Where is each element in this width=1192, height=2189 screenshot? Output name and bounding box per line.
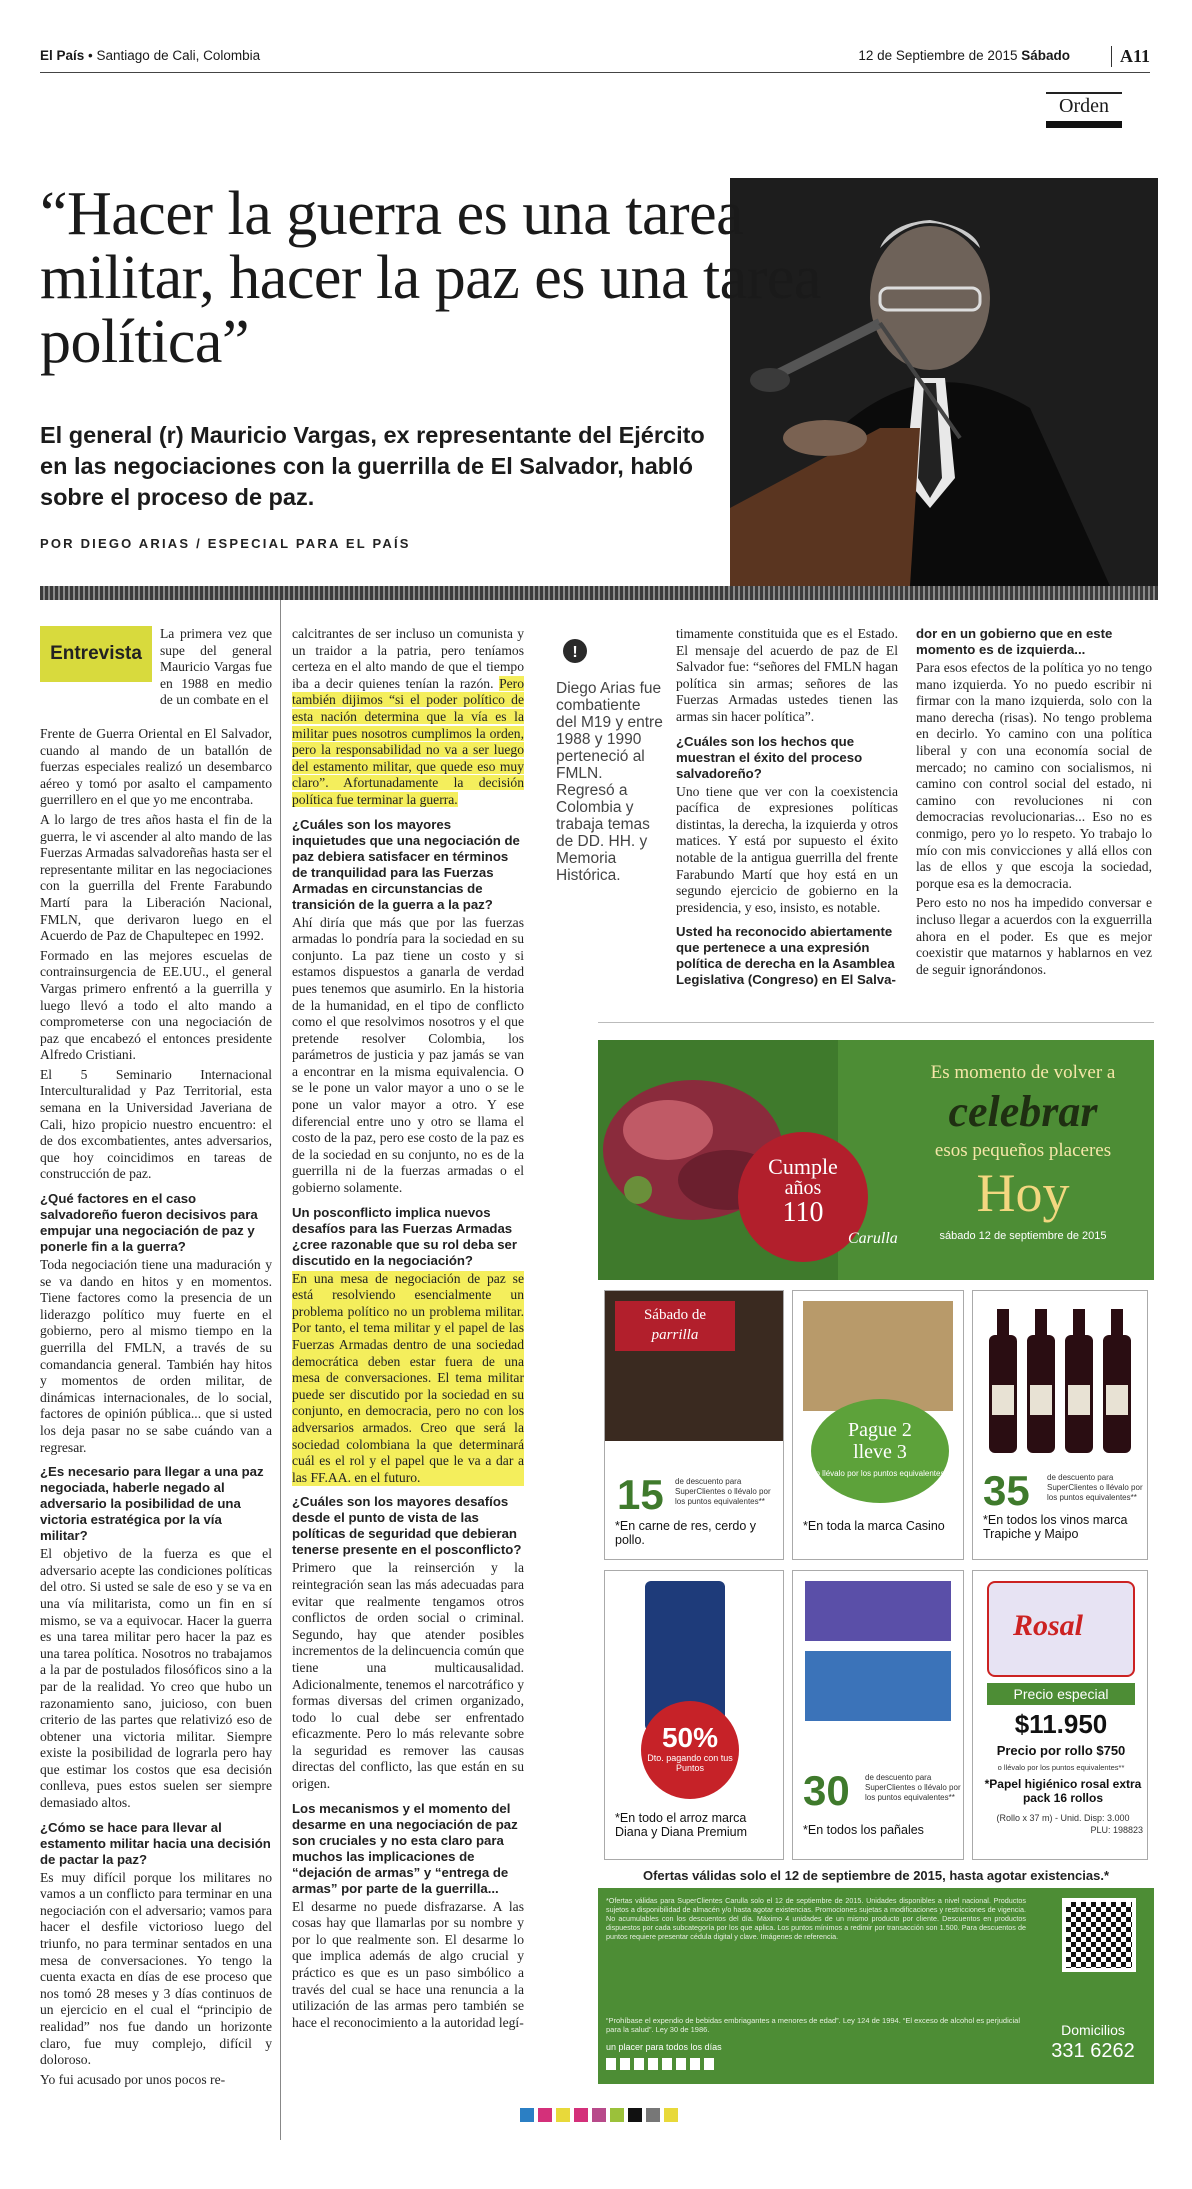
offer-casino[interactable] xyxy=(792,1290,964,1560)
discount-50-badge: 50% Dto. pagando con tus Puntos xyxy=(641,1701,739,1799)
paragraph-2: A lo largo de tres años hasta el fin de la guerra, le vi ascender al alto mando de las Fuerzas Armadas salvadoreñas hasta ser el representante militar en las negociaciones con la guerrilla del Frente Farabundo Martí para la Liberación Nacional, FMLN, que derivaron luego en el Acuerdo de Paz de Chapultepec en 1992. xyxy=(40,811,272,944)
column-3 xyxy=(676,626,898,990)
deck: El general (r) Mauricio Vargas, ex representante del Ejército en las negociaciones con la guerrilla de El Salvador, habló sobre el proceso de paz. xyxy=(40,422,705,510)
question: Usted ha reconocido abiertamente que pertenece a una expresión política de derecha en la Asamblea Legislativa (Congreso) en El Salva- xyxy=(676,924,896,988)
question: ¿Cuáles son los mayores desafíos desde el punto de vista de las políticas de seguridad que debieran tenerse presente en el posconflicto? xyxy=(292,1494,522,1558)
offer-parrilla[interactable] xyxy=(604,1290,784,1560)
price-main: $11.950 xyxy=(1014,1709,1108,1739)
answer: Uno tiene que ver con la coexistencia pacífica de expresiones políticas distintas, la derecha, la izquierda y otros matices. Y está por supuesto el éxito notable de la antigua guerrilla del frente Farabundo Martí que hoy está en un segundo ejercicio de gobierno en la presidencia, y eso, insisto, es notable. xyxy=(676,783,898,915)
answer: Primero que la reinserción y la reintegración sean las más adecuadas para evitar que realmente tengamos otros conflictos de orden social o criminal. Segundo, hay que atender posibles incrementos de la delincuencia común que tiene una multicausalidad. Adicionalmente, tenemos el narcotráfico y formas diversas del crimen organizado, todo lo cual debe ser enfrentado eficazmente. Pero lo más relevante sobre la seguridad es remover las causas directas del conflicto, las que están en su origen. xyxy=(292,1560,524,1792)
delivery-number: 331 6262 xyxy=(1051,2040,1135,2062)
offer-desc: *Papel higiénico rosal extra pack 16 rollos xyxy=(984,1777,1142,1805)
column-1 xyxy=(40,726,272,2091)
rosal-logo: Rosal xyxy=(1013,1609,1084,1642)
store-logo: Carulla xyxy=(848,1230,898,1247)
alcohol-warning: “Prohíbase el expendio de bebidas embriagantes a menores de edad”. Ley 124 de 1994. “El exceso de alcohol es perjudicial para la salud”. Ley 30 de 1986. xyxy=(606,2016,1021,2034)
exclamation-icon xyxy=(560,638,590,672)
answer-continues: Yo fui acusado por unos pocos re- xyxy=(40,2071,226,2087)
question: ¿Cuáles son los hechos que muestran el éxito del proceso salvadoreño? xyxy=(676,733,863,781)
question: ¿Qué factores en el caso salvadoreño fueron decisivos para empujar una negociación de paz y ponerle fin a la guerra? xyxy=(40,1191,258,1255)
legal-text: *Ofertas válidas para SuperClientes Carulla solo el 12 de septiembre de 2015. Unidades disponibles a nivel nacional. Productos sujetos a disponibilidad de almacén y/o hasta agotar existencias. Promociones sujetas a modificaciones y restricciones de vigencia. No acumulables con los descuentos del día. Máximo 4 unidades de un mismo producto por cliente. Descuentos en productos dispuestos por cada subcategoría por los que aplica. Los puntos mínimos a redimir por transacción son 1.500. Para descuentos de puntos requiere presentar cédula digital y clave. Imágenes de referencia. xyxy=(606,1896,1026,1941)
column-1-intro xyxy=(160,626,272,712)
svg-text:!: ! xyxy=(572,644,578,661)
column-4 xyxy=(916,626,1152,981)
answer: Toda negociación tiene una maduración y se va dando en hitos y en momentos. Tiene factores como la presencia de un liderazgo político muy fuerte en el gobierno, pero al mismo tiempo en la guerrilla del FMLN, a través de su comandancia general. También hay hitos y momentos de orden militar, de dinámicas internacionales, de lo social, factores de opinión pública... que si usted los deja pasar no se sabe cuándo van a regresar. xyxy=(40,1257,272,1455)
answer: Pero esto no nos ha impedido conversar e incluso llegar a acuerdos con la exguerrilla ahora en el poder. Es que es mejor coexistir que matarnos y hablarnos en vez de seguir ignorándonos. xyxy=(916,895,1152,977)
newspaper-header-left xyxy=(40,48,260,63)
question: Un posconflicto implica nuevos desafíos para las Fuerzas Armadas ¿cree razonable que su rol deba ser discutido en la negociación? xyxy=(292,1204,517,1268)
answer: Es muy difícil porque los militares no vamos a un conflicto para terminar en una negociación con el adversario; vamos para hacer el desfile victorioso luego del triunfo, no para terminar sentados en una mesa de conversaciones. Yo tengo la cuenta exacta en días de ese proceso que nos tomó 28 meses y 3 días continuos de un ejercicio en el cual el “principio de realidad” nos fue dando un horizonte claro, fue muy complejo, difícil y doloroso. xyxy=(40,1869,272,2068)
question-continued: dor en un gobierno que en este momento es de izquierda... xyxy=(916,626,1113,657)
question: ¿Cuáles son los mayores inquietudes que una negociación de paz debiera satisfacer en términos de tranquilidad para las Fuerzas Armadas en circunstancias de transición de la guerra a la paz? xyxy=(292,816,520,912)
ad-banner xyxy=(598,1040,1154,1280)
answer: Ahí diría que más que por las fuerzas armadas lo pondría para la sociedad en su conjunto. La paz tiene un costo y si estamos dispuestos a ganarla de verdad pues tenemos que asumirlo. En la historia de la humanidad, en el tipo de conflicto como el que resolvimos nosotros y el que pretende resolver Colombia, los parámetros de justicia y paz jamás se van a encontrar en la misma equivalencia. O se le pone un valor mayor a uno o se le pone un valor mayor a otro. Y ese diferencial entre uno y otro se llama el costo de la paz, pero ese costo de la paz es de la sociedad en su conjunto, no es de la guerrilla ni de la fuerzas armadas o el gobierno solamente. xyxy=(292,914,524,1196)
byline: POR DIEGO ARIAS / ESPECIAL PARA EL PAÍS xyxy=(40,536,411,551)
answer: El desarme no puede disfrazarse. A las cosas hay que llamarlas por su nombre y por lo que realmente son. El desarme lo que implica además de algo crucial y práctico es que es un paso simbólico a través del cual se hace una renuncia a la utilización de las armas pero también se hace el reconocimiento a la autoridad legí- xyxy=(292,1898,524,2030)
newspaper-name: El País xyxy=(40,48,85,63)
paragraph-3: Formado en las mejores escuelas de contrainsurgencia de EE.UU., el general Vargas primero enfrentó a la guerrilla y luego llevó a todo el alto mando a comprometerse con una negociación de paz que encabezó el entonces presidente Alfredo Cristiani. xyxy=(40,947,272,1063)
offer-desc: *En toda la marca Casino xyxy=(803,1519,945,1533)
promo-circle: Pague 2 lleve 3 o llévalo por los puntos equivalentes xyxy=(811,1399,949,1503)
highlighted-quote: Pero también dijimos “si el poder político de esta nación determina que la vía es la militar pues nosotros cumplimos la orden, pero la responsabilidad no va a ser luego del estamento militar, que quede eso muy claro”. Afortunadamente la decisión política fue terminar la guerra. xyxy=(292,675,524,807)
section-label: Orden xyxy=(1046,92,1122,128)
discount-note: de descuento para SuperClientes o llévalo por los puntos equivalentes** xyxy=(1047,1473,1143,1502)
banner-hoy: Hoy xyxy=(976,1163,1070,1223)
page-number: A11 xyxy=(1111,46,1150,67)
price-per-roll: Precio por rollo $750 xyxy=(996,1743,1126,1758)
offer-desc: *En todo el arroz marca Diana y Diana Premium xyxy=(615,1811,747,1839)
question: ¿Cómo se hace para llevar al estamento militar hacia una decisión de pactar la paz? xyxy=(40,1819,271,1867)
newspaper-location: • Santiago de Cali, Colombia xyxy=(88,48,261,63)
offer-desc: *En todos los vinos marca Trapiche y Maipo xyxy=(983,1513,1128,1541)
answer: Para esos efectos de la política yo no tengo mano izquierda. Yo no puedo escribir ni firmar con la mano izquierda, solo con la mano derecha (risas). No tengo problema en decirlo. Yo camino con una política liberal y con una economía social de mercado; no camino con socialismos, ni camino con control social del estado, ni camino con revoluciones ni con democracias revolucionarias... Eso no es conmigo, pero yo lo respeto. Yo trabajo lo mío con mis convicciones y allá ellos con las de ellos y que escoja la sociedad, porque esa es la democracia. xyxy=(916,660,1152,891)
casino-products-image xyxy=(803,1301,953,1411)
issue-day: Sábado xyxy=(1021,48,1070,63)
color-registration-strip xyxy=(520,2108,680,2122)
discount-30: 30 xyxy=(803,1767,850,1814)
offer-arroz[interactable] xyxy=(604,1570,784,1860)
offer-wines[interactable] xyxy=(972,1290,1148,1560)
offer-rosal[interactable] xyxy=(972,1570,1148,1860)
social-tagline: un placer para todos los días xyxy=(606,2042,722,2052)
ad-legal-box xyxy=(598,1888,1154,2084)
banner-line-2: celebrar xyxy=(948,1087,1098,1136)
divider-band xyxy=(40,586,1158,600)
section-tag: Entrevista xyxy=(40,626,152,682)
special-price-label: Precio especial xyxy=(987,1683,1135,1705)
banner-line-3: esos pequeños placeres xyxy=(934,1140,1112,1161)
diapers-image-1 xyxy=(805,1581,951,1641)
answer: El objetivo de la fuerza es que el adversario acepte las condiciones políticas del otro. Si usted se sale de eso y se va en una vía militarista, como un fin en sí mismo, se va a equivocar. Hacer la guerra es una tarea militar pero hacer la paz es una tarea política. Nosotros no trabajamos a la par de postulados filosóficos sino a la par de la realidad. Yo creo que hubo un razonamiento sano, juicioso, con buen criterio de las partes que relativizó eso de obtener una victoria militar. Siempre existe la posibilidad de lograrla pero hay que estimar los costos que esa decisión conlleva, pues estos suelen ser siempre demasiado altos. xyxy=(40,1546,272,1811)
discount-note: de descuento para SuperClientes o llévalo por los puntos equivalentes** xyxy=(675,1477,771,1506)
issue-date: 12 de Septiembre de 2015 Sábado xyxy=(858,48,1070,63)
headline: “Hacer la guerra es una tarea militar, hacer la paz es una tarea política” xyxy=(40,180,821,376)
offer-validity: Ofertas válidas solo el 12 de septiembre de 2015, hasta agotar existencias.* xyxy=(642,1868,1110,1883)
ad-top-rule xyxy=(598,1022,1154,1023)
qr-code[interactable] xyxy=(1062,1898,1136,1972)
page-header xyxy=(40,48,1150,72)
anniversary-badge: Cumple años 110 xyxy=(738,1132,868,1262)
plu-code: PLU: 198823 xyxy=(1090,1825,1143,1835)
banner-line-1: Es momento de volver a xyxy=(930,1062,1116,1083)
offer-desc: *En todos los pañales xyxy=(803,1823,924,1837)
paragraph-1-rest: Frente de Guerra Oriental en El Salvador, cuando al mando de un batallón de fuerzas especiales realizó un desembarco aéreo y tomó por asalto el campamento guerrillero en el que yo me encontraba. xyxy=(40,726,272,808)
social-icons[interactable] xyxy=(606,2058,716,2070)
header-rule xyxy=(40,72,1150,73)
discount-35: 35 xyxy=(983,1467,1030,1514)
discount-note: de descuento para SuperClientes o llévalo por los puntos equivalentes** xyxy=(865,1773,961,1802)
column-rule xyxy=(280,600,281,2140)
offer-panales[interactable] xyxy=(792,1570,964,1860)
question: ¿Es necesario para llegar a una paz negociada, haberle negado al adversario la posibilidad de una victoria estratégica por la vía militar? xyxy=(40,1464,264,1544)
highlighted-answer: En una mesa de negociación de paz se está resolviendo esencialmente un problema político no un problema militar. Por tanto, el tema militar y el papel de las Fuerzas Armadas dentro de una sociedad democrática deben estar fuera de una mesa de conversaciones. El tema militar puede ser discutido por la sociedad en su conjunto, en democracia, pero no con los adversarios armados. Creo que será la sociedad colombiana la que determinará cuál es el rol y el papel que le va a dar a las FF.AA. en el futuro. xyxy=(292,1270,524,1485)
author-note: Diego Arias fue combatiente del M19 y entre 1988 y 1990 perteneció al FMLN. Regresó a Colombia y trabaja temas de DD. HH. y Memoria Histórica. xyxy=(556,680,663,884)
paragraph-4: El 5 Seminario Internacional Interculturalidad y Paz Territorial, esta semana en la Universidad Javeriana de Cali, hizo propicio nuestro encuentro: el de dos excombatientes, antes adversarios, que hoy coincidimos en tareas de construcción de paz. xyxy=(40,1066,272,1182)
discount-15: 15 xyxy=(617,1471,664,1518)
question: Los mecanismos y el momento del desarme en una negociación de paz son cruciales y no esta claro para muchos las implicaciones de “dejación de armas” y “entrega de armas” por parte de la guerrilla... xyxy=(292,1800,518,1896)
paragraph-continued: timamente constituida que es el Estado. El mensaje del acuerdo de paz de El Salvador fue: “señores del FMLN hagan política sin armas; señores de las Fuerzas Armadas ustedes tienen las armas sin hacer política”. xyxy=(676,626,898,724)
intro-paragraph-start: La primera vez que supe del general Mauricio Vargas fue en 1988 en medio de un combate en el xyxy=(160,626,272,708)
unit-info: (Rollo x 37 m) - Unid. Disp: 3.000 xyxy=(996,1813,1130,1823)
offer-desc: *En carne de res, cerdo y pollo. xyxy=(615,1519,757,1547)
delivery-label: Domicilios xyxy=(1061,2022,1125,2038)
diapers-image-2 xyxy=(805,1651,951,1721)
column-2 xyxy=(292,626,524,2034)
points-note: o llévalo por los puntos equivalentes** xyxy=(997,1763,1125,1772)
parrilla-label: Sábado de parrilla xyxy=(615,1301,735,1351)
banner-date: sábado 12 de septiembre de 2015 xyxy=(939,1230,1107,1242)
paragraph-continued: calcitrantes de ser incluso un comunista y un traidor a la patria, pero teníamos certeza en el alto mando de que el tiempo iba a decir quienes tenían la razón. Pero también dijimos “si el poder político de esta nación determina que la vía es la militar pues nosotros cumplimos la orden, pero la responsabilidad no va a ser luego del estamento militar, que quede eso muy claro”. Afortunadamente la decisión política fue terminar la guerra. xyxy=(292,626,524,807)
